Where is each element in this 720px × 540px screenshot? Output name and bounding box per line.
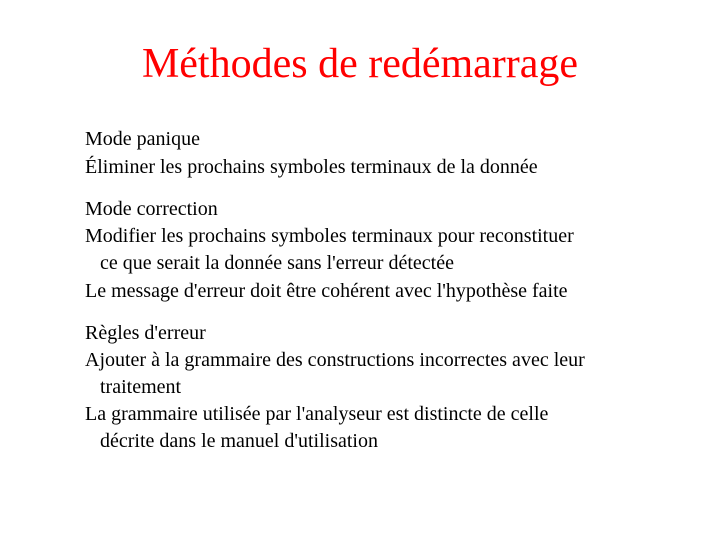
section-heading: Mode panique: [85, 128, 200, 150]
bullet-line: Éliminer les prochains symboles terminaux de la donnée: [85, 156, 538, 178]
bullet-line: Le message d'erreur doit être cohérent avec l'hypothèse faite: [85, 280, 568, 302]
section-heading: Règles d'erreur: [85, 322, 206, 344]
bullet-line: [85, 401, 705, 455]
section-mode-panique: [85, 125, 705, 181]
bullet-line-start: Ajouter à la grammaire des constructions incorrectes avec leur: [85, 349, 585, 371]
slide-content: [85, 125, 705, 469]
slide-title: Méthodes de redémarrage: [141, 41, 579, 87]
bullet-line-continuation: traitement: [100, 376, 182, 398]
bullet-line-continuation: décrite dans le manuel d'utilisation: [100, 430, 378, 452]
section-mode-correction: [85, 195, 705, 305]
bullet-line: [85, 347, 705, 401]
bullet-line-continuation: ce que serait la donnée sans l'erreur détectée: [100, 252, 454, 274]
section-heading: Mode correction: [85, 198, 218, 220]
bullet-line-start: Modifier les prochains symboles terminaux pour reconstituer: [85, 225, 574, 247]
bullet-line: [85, 223, 705, 277]
bullet-line-start: La grammaire utilisée par l'analyseur est distincte de celle: [85, 403, 549, 425]
section-regles-erreur: [85, 319, 705, 455]
